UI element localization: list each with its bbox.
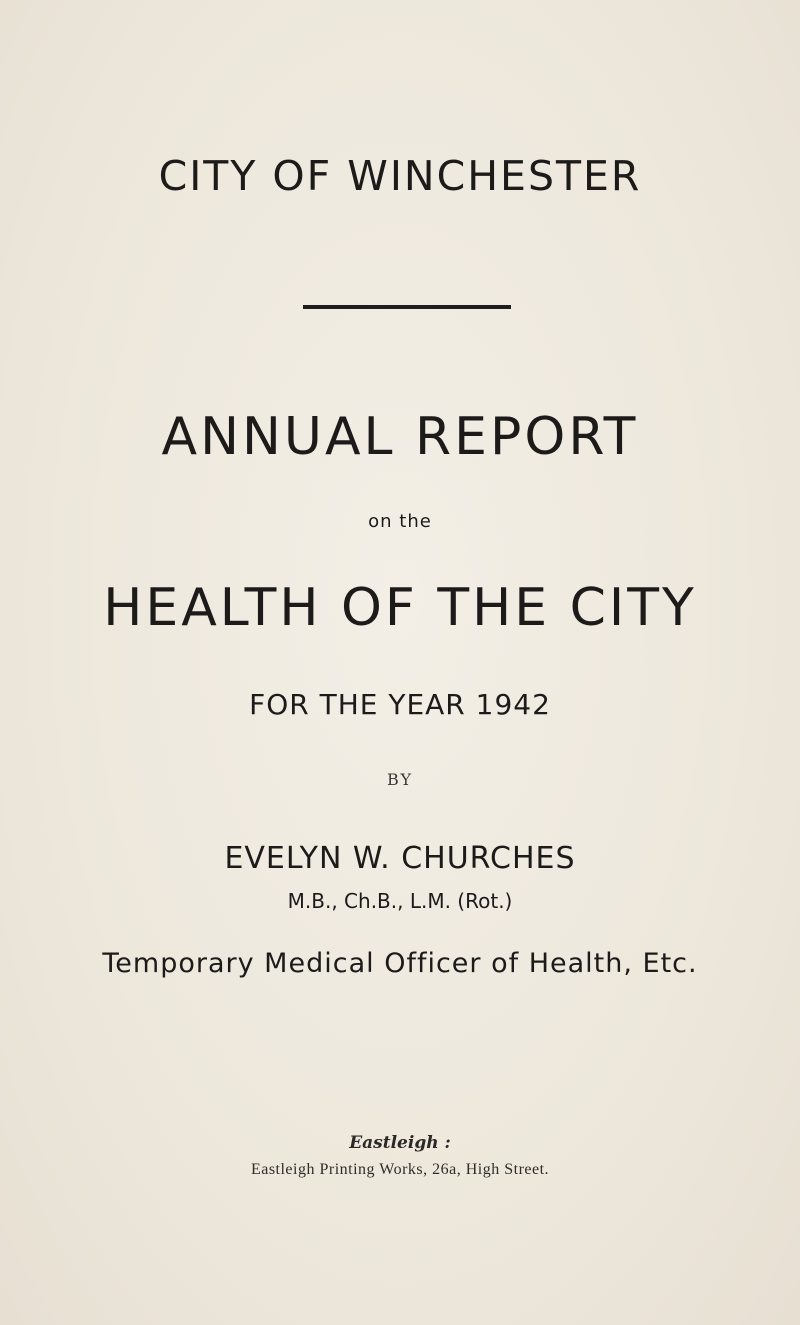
report-period: FOR THE YEAR 1942 [249,688,551,721]
report-title: ANNUAL REPORT [161,407,639,467]
imprint-place: Eastleigh : [349,1133,451,1153]
divider-rule [303,305,511,309]
author-qualifications: M.B., Ch.B., L.M. (Rot.) [287,889,513,913]
title-connector: on the [368,511,432,532]
author-role: Temporary Medical Officer of Health, Etc. [102,948,698,979]
author-name: EVELYN W. CHURCHES [224,841,576,876]
report-subject: HEALTH OF THE CITY [103,578,697,638]
imprint-printer: Eastleigh Printing Works, 26a, High Street. [250,1161,550,1178]
city-heading: CITY OF WINCHESTER [158,152,642,200]
by-label: BY [386,770,414,789]
